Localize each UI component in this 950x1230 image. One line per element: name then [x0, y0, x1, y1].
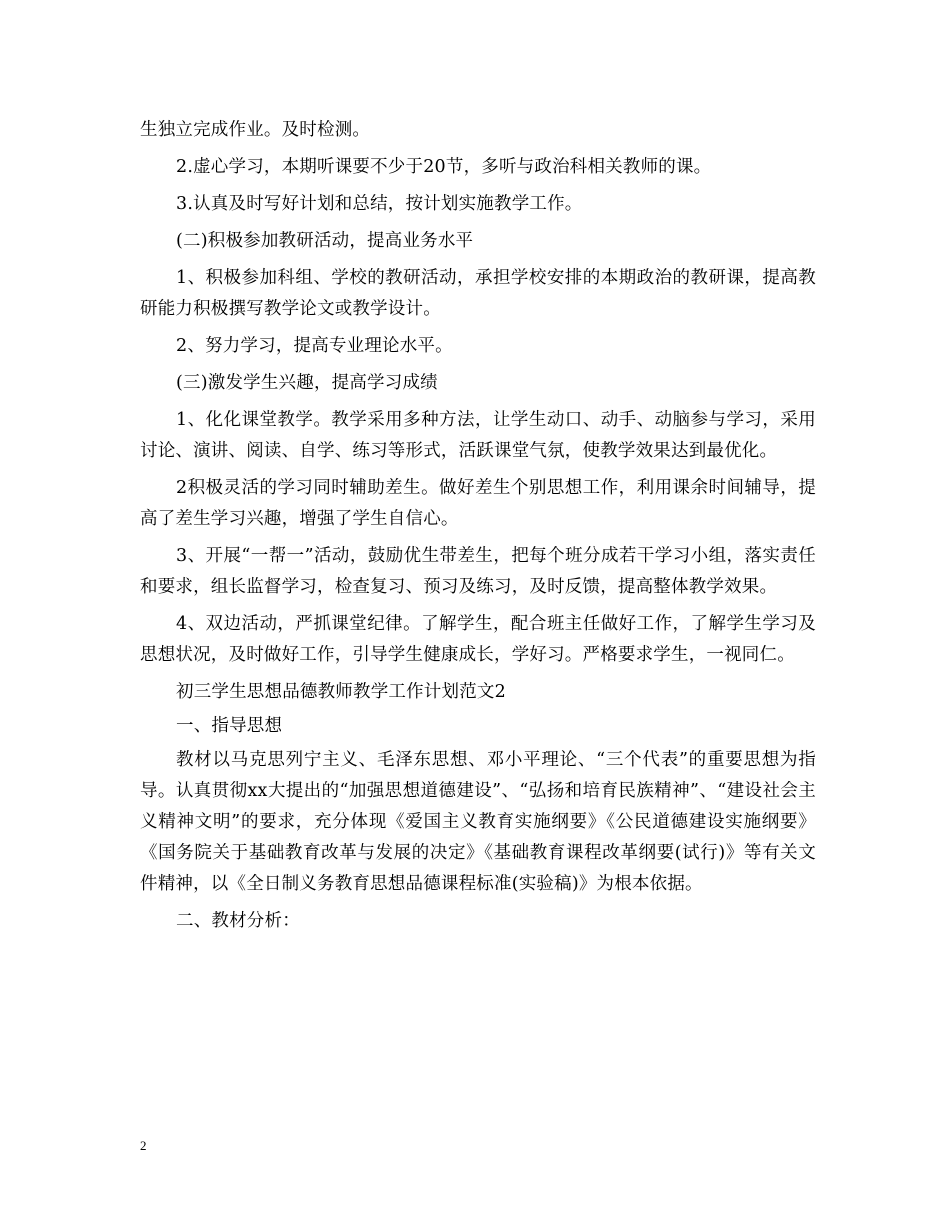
paragraph-item-2: 2.虚心学习，本期听课要不少于20节，多听与政治科相关教师的课。: [176, 157, 712, 177]
document-subtitle: 初三学生思想品德教师教学工作计划范文2: [176, 682, 506, 702]
paragraph-research-2: 2、努力学习，提高专业理论水平。: [176, 336, 453, 356]
section-heading-2: (二)积极参加教研活动，提高业务水平: [176, 231, 474, 251]
section-heading-3: (三)激发学生兴趣，提高学习成绩: [176, 373, 438, 393]
section-heading-guiding: 一、指导思想: [176, 716, 283, 736]
paragraph-interest-1: 1、化化课堂教学。教学采用多种方法，让学生动口、动手、动脑参与学习，采用讨论、演讲、阅读、自学、练习等形式，活跃课堂气氛，使教学效果达到最优化。: [140, 410, 816, 461]
paragraph-interest-4: 4、双边活动，严抓课堂纪律。了解学生，配合班主任做好工作，了解学生学习及思想状况，及时做好工作，引导学生健康成长，学好习。严格要求学生，一视同仁。: [140, 614, 816, 665]
section-heading-analysis: 二、教材分析：: [176, 911, 300, 931]
paragraph-research-1: 1、积极参加科组、学校的教研活动，承担学校安排的本期政治的教研课，提高教研能力积极撰写教学论文或教学设计。: [140, 268, 816, 319]
page-number: 2: [140, 1138, 147, 1153]
paragraph-continuation: 生独立完成作业。及时检测。: [140, 120, 371, 140]
paragraph-guiding: 教材以马克思列宁主义、毛泽东思想、邓小平理论、“三个代表”的重要思想为指导。认真贯彻xx大提出的“加强思想道德建设”、“弘扬和培育民族精神”、“建设社会主义精神文明”的要求，充分体现《爱国主义教育实施纲要》《公民道德建设实施纲要》《国务院关于基础教育改革与发展的决定》《基础教育课程改革纲要(试行)》等有关文件精神，以《全日制义务教育思想品德课程标准(实验稿)》为根本依据。: [140, 750, 816, 894]
document-body: [140, 115, 816, 943]
paragraph-interest-3: 3、开展“一帮一”活动，鼓励优生带差生，把每个班分成若干学习小组，落实责任和要求，组长监督学习，检查复习、预习及练习，及时反馈，提高整体教学效果。: [140, 546, 816, 597]
paragraph-item-3: 3.认真及时写好计划和总结，按计划实施教学工作。: [176, 194, 583, 214]
paragraph-interest-2: 2积极灵活的学习同时辅助差生。做好差生个别思想工作，利用课余时间辅导，提高了差生学习兴趣，增强了学生自信心。: [140, 478, 816, 529]
